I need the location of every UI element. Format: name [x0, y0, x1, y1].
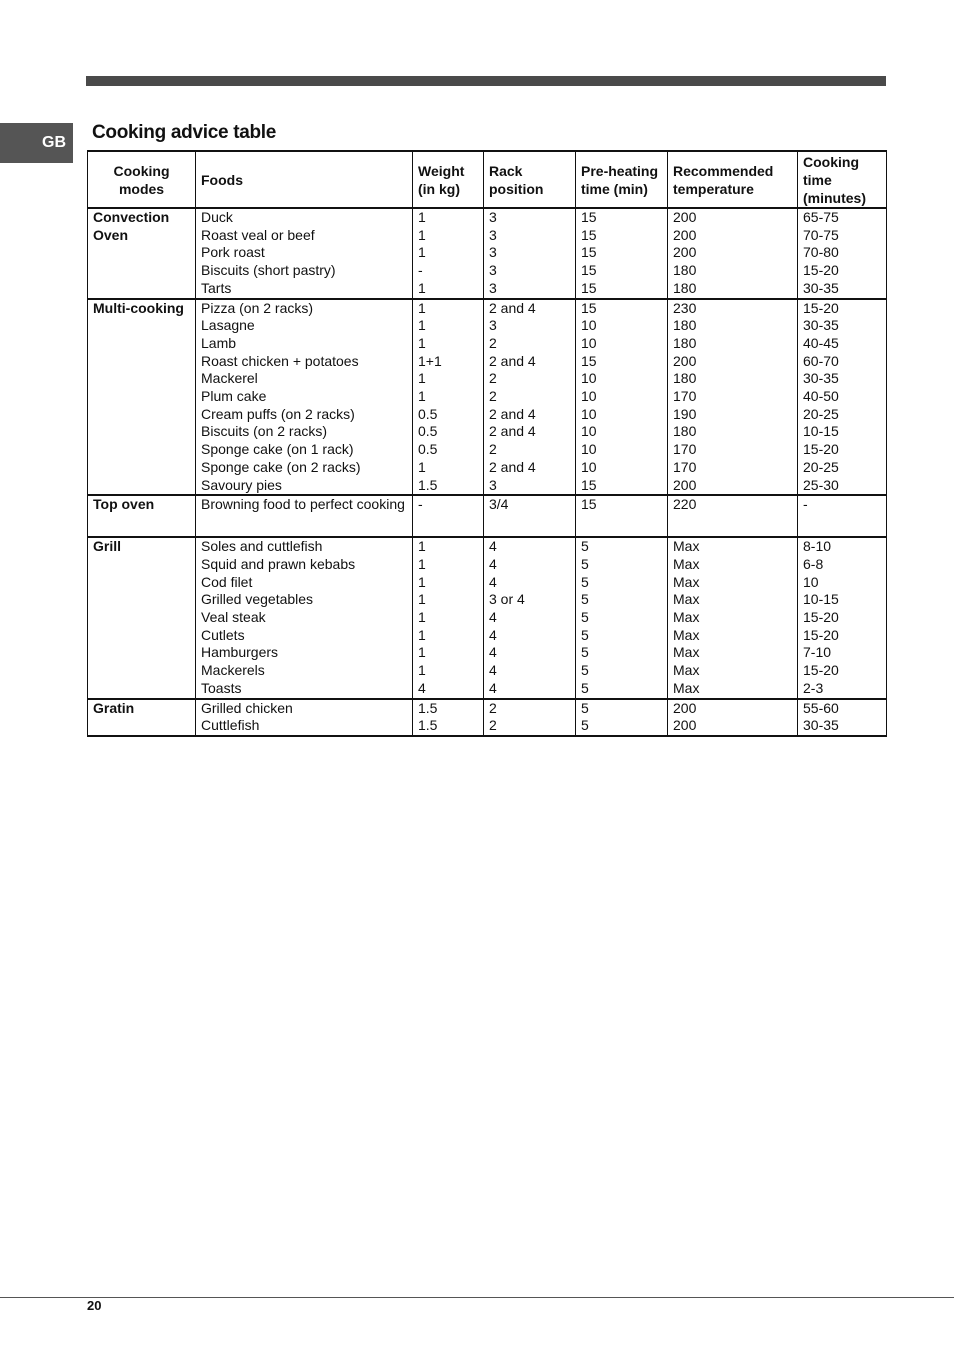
weight-cell	[413, 299, 484, 496]
cell-line: 1	[418, 591, 426, 608]
temperature-cell	[668, 537, 798, 698]
cell-line: 15-20	[803, 626, 839, 643]
cell-line: 2	[489, 441, 497, 458]
cell-line: 1.5	[418, 699, 438, 716]
cell-line: 10	[803, 573, 819, 590]
cell-line: Biscuits (on 2 racks)	[201, 423, 328, 440]
cell-line: -	[418, 496, 423, 513]
cell-line: 4	[489, 626, 497, 643]
cell-line: 3	[489, 209, 497, 225]
cell-line: position	[489, 180, 544, 197]
cell-line: 2 and 4	[489, 405, 536, 422]
cell-line: Recommended	[673, 162, 774, 179]
cell-line: temperature	[673, 180, 754, 197]
cell-line: 55-60	[803, 699, 839, 716]
cell-line: Max	[673, 662, 700, 679]
cell-line: Max	[673, 679, 700, 696]
cooking-advice-table	[87, 150, 887, 737]
cell-line: Duck	[201, 209, 233, 225]
cell-line: 5	[581, 644, 589, 661]
cell-line: 1	[418, 317, 426, 334]
rack-cell	[484, 299, 576, 496]
cell-line: Cutlets	[201, 626, 245, 643]
cell-line: 3	[489, 262, 497, 279]
cell-line: 180	[673, 370, 697, 387]
cell-line: 200	[673, 352, 697, 369]
cell-line: 5	[581, 609, 589, 626]
cell-line: 2 and 4	[489, 352, 536, 369]
cell-line: 4	[489, 679, 497, 696]
cell-line: 70-75	[803, 226, 839, 243]
table-header-row	[88, 151, 887, 208]
cell-line: 2 and 4	[489, 299, 536, 316]
cell-line: 3 or 4	[489, 591, 525, 608]
group-grill	[88, 537, 887, 698]
cell-line: 3	[489, 226, 497, 243]
cell-line: 15	[581, 209, 597, 225]
cooking-mode	[88, 299, 196, 496]
cell-line: 5	[581, 591, 589, 608]
cell-line: Cream puffs (on 2 racks)	[201, 405, 355, 422]
table-row	[88, 699, 887, 736]
cell-line: 20-25	[803, 405, 839, 422]
cell-line: Max	[673, 626, 700, 643]
cell-line: 2	[489, 699, 497, 716]
cell-line: 1	[418, 244, 426, 261]
cell-line: Grill	[93, 538, 122, 555]
cell-line: 1	[418, 538, 426, 555]
cell-line: 170	[673, 441, 697, 458]
temperature-cell	[668, 299, 798, 496]
cell-line: 15	[581, 299, 597, 316]
foods-cell	[196, 495, 413, 537]
cell-line: 15-20	[803, 299, 839, 316]
cell-line: 10	[581, 370, 597, 387]
cell-line: 3	[489, 476, 497, 493]
cell-line: 60-70	[803, 352, 839, 369]
group-multi-cooking	[88, 299, 887, 496]
cell-line: 2-3	[803, 679, 824, 696]
cell-line: Cod filet	[201, 573, 253, 590]
cell-line: Sponge cake (on 1 rack)	[201, 441, 354, 458]
cell-line: 10	[581, 334, 597, 351]
cell-line: 5	[581, 573, 589, 590]
cell-line: 20-25	[803, 458, 839, 475]
table-row	[88, 299, 887, 496]
cell-line: Browning food to perfect cooking	[201, 496, 405, 513]
cell-line: Mackerel	[201, 370, 258, 387]
cell-line: 1	[418, 334, 426, 351]
cell-line: 15	[581, 262, 597, 279]
cell-line: 4	[489, 644, 497, 661]
cell-line: Max	[673, 573, 700, 590]
cell-line: Plum cake	[201, 388, 267, 405]
group-convection-oven	[88, 208, 887, 299]
cell-line: 180	[673, 334, 697, 351]
cell-line: 4	[489, 538, 497, 555]
temperature-cell	[668, 208, 798, 299]
cell-line: 15	[581, 244, 597, 261]
cell-line: time (min)	[581, 180, 648, 197]
weight-cell	[413, 208, 484, 299]
cell-line: time	[803, 171, 832, 188]
cell-line: 200	[673, 699, 697, 716]
cell-line: 4	[489, 609, 497, 626]
cell-line: 2 and 4	[489, 423, 536, 440]
cell-line: 5	[581, 626, 589, 643]
cell-line: Biscuits (short pastry)	[201, 262, 336, 279]
group-top-oven	[88, 495, 887, 537]
cell-line: -	[418, 262, 423, 279]
page-title: Cooking advice table	[92, 122, 277, 143]
cell-line: 200	[673, 476, 697, 493]
cell-line: 0.5	[418, 423, 438, 440]
cell-line: Max	[673, 609, 700, 626]
cell-line: 10-15	[803, 423, 839, 440]
temperature-cell	[668, 699, 798, 736]
cell-line: Lasagne	[201, 317, 255, 334]
preheat-cell	[576, 208, 668, 299]
preheat-cell	[576, 537, 668, 698]
cell-line: Mackerels	[201, 662, 265, 679]
cell-line: 65-75	[803, 209, 839, 225]
cell-line: Cuttlefish	[201, 717, 260, 734]
rack-cell	[484, 208, 576, 299]
foods-cell	[196, 299, 413, 496]
page-number: 20	[87, 1298, 102, 1313]
cell-line: 1	[418, 226, 426, 243]
cell-line: Cooking	[113, 162, 170, 179]
cooking-time-cell	[798, 495, 887, 537]
cell-line: 30-35	[803, 279, 839, 296]
preheat-cell	[576, 495, 668, 537]
cell-line: 1	[418, 662, 426, 679]
cell-line: 70-80	[803, 244, 839, 261]
weight-cell	[413, 537, 484, 698]
cell-line: 200	[673, 209, 697, 225]
cell-line: 6-8	[803, 555, 824, 572]
cell-line: 180	[673, 317, 697, 334]
cell-line: 10	[581, 441, 597, 458]
cell-line: 2	[489, 370, 497, 387]
cell-line: 2	[489, 388, 497, 405]
cell-line: 1	[418, 555, 426, 572]
rack-cell	[484, 537, 576, 698]
header-preheating-time	[576, 151, 668, 208]
cell-line: 2 and 4	[489, 458, 536, 475]
cell-line: 25-30	[803, 476, 839, 493]
cell-line: Pre-heating	[581, 162, 659, 179]
cell-line: 5	[581, 555, 589, 572]
cell-line: Pizza (on 2 racks)	[201, 299, 314, 316]
weight-cell	[413, 699, 484, 736]
cell-line: Pork roast	[201, 244, 265, 261]
table-row	[88, 495, 887, 537]
cell-line: 1.5	[418, 476, 438, 493]
cooking-mode	[88, 495, 196, 537]
cell-line: Hamburgers	[201, 644, 279, 661]
cooking-mode	[88, 699, 196, 736]
cell-line: 15-20	[803, 609, 839, 626]
header-rack-position	[484, 151, 576, 208]
cell-line: 0.5	[418, 441, 438, 458]
header-cooking-modes	[88, 151, 196, 208]
cell-line: Roast veal or beef	[201, 226, 315, 243]
cell-line: (in kg)	[418, 180, 460, 197]
cell-line: 170	[673, 388, 697, 405]
preheat-cell	[576, 699, 668, 736]
cell-line: Weight	[418, 162, 465, 179]
language-tab: GB	[0, 123, 73, 163]
cell-line: Grilled vegetables	[201, 591, 314, 608]
cell-line: 4	[489, 662, 497, 679]
cell-line: 40-50	[803, 388, 839, 405]
cell-line: 1.5	[418, 717, 438, 734]
cell-line: 1	[418, 370, 426, 387]
cell-line: 10	[581, 317, 597, 334]
cell-line: 5	[581, 662, 589, 679]
cell-line: 230	[673, 299, 697, 316]
cell-line: Lamb	[201, 334, 237, 351]
cell-line: Top oven	[93, 496, 155, 513]
cell-line: 3	[489, 317, 497, 334]
cell-line: 1	[418, 458, 426, 475]
cell-line: (minutes)	[803, 189, 866, 206]
cell-line: 15	[581, 496, 597, 513]
cell-line: 1	[418, 573, 426, 590]
cell-line: Convection	[93, 209, 170, 225]
cooking-mode	[88, 537, 196, 698]
cell-line: 10	[581, 458, 597, 475]
cell-line: 1	[418, 609, 426, 626]
cell-line: 10-15	[803, 591, 839, 608]
cell-line: 10	[581, 423, 597, 440]
rack-cell	[484, 699, 576, 736]
cell-line: 180	[673, 279, 697, 296]
footer-rule	[0, 1297, 954, 1298]
cooking-time-cell	[798, 208, 887, 299]
cell-line: 15-20	[803, 662, 839, 679]
group-gratin	[88, 699, 887, 736]
cell-line: Roast chicken + potatoes	[201, 352, 359, 369]
cell-line: Toasts	[201, 679, 242, 696]
cooking-time-cell	[798, 699, 887, 736]
cell-line: 3/4	[489, 496, 509, 513]
cooking-mode	[88, 208, 196, 299]
cell-line: 200	[673, 717, 697, 734]
cell-line: 170	[673, 458, 697, 475]
cell-line: 10	[581, 405, 597, 422]
cell-line: Squid and prawn kebabs	[201, 555, 356, 572]
cell-line: Veal steak	[201, 609, 266, 626]
cell-line: 220	[673, 496, 697, 513]
foods-cell	[196, 208, 413, 299]
cell-line: Multi-cooking	[93, 299, 184, 316]
cell-line: 8-10	[803, 538, 832, 555]
foods-cell	[196, 699, 413, 736]
cell-line: 4	[418, 679, 426, 696]
cell-line: 15	[581, 352, 597, 369]
header-recommended-temperature	[668, 151, 798, 208]
weight-cell	[413, 495, 484, 537]
cell-line: 1	[418, 299, 426, 316]
preheat-cell	[576, 299, 668, 496]
cooking-time-cell	[798, 299, 887, 496]
rack-cell	[484, 495, 576, 537]
cell-line: 5	[581, 717, 589, 734]
cell-line: Foods	[201, 171, 243, 188]
cell-line: 15	[581, 279, 597, 296]
cell-line: 7-10	[803, 644, 832, 661]
cell-line: 15	[581, 226, 597, 243]
temperature-cell	[668, 495, 798, 537]
cell-line: Tarts	[201, 279, 232, 296]
cell-line: 1	[418, 279, 426, 296]
cell-line: 180	[673, 262, 697, 279]
cell-line: 3	[489, 244, 497, 261]
cell-line: 30-35	[803, 717, 839, 734]
header-weight	[413, 151, 484, 208]
cell-line: -	[803, 496, 808, 513]
cell-line: Soles and cuttlefish	[201, 538, 323, 555]
cell-line: Cooking	[803, 153, 859, 170]
header-rule	[86, 76, 886, 86]
cell-line: Max	[673, 555, 700, 572]
cell-line: Max	[673, 538, 700, 555]
cell-line: 190	[673, 405, 697, 422]
cell-line: Max	[673, 591, 700, 608]
cell-line: 200	[673, 244, 697, 261]
cell-line: 2	[489, 334, 497, 351]
cell-line: 1	[418, 209, 426, 225]
header-cooking-time	[798, 151, 887, 208]
cell-line: 15-20	[803, 262, 839, 279]
cooking-time-cell	[798, 537, 887, 698]
cell-line: 1	[418, 388, 426, 405]
header-foods	[196, 151, 413, 208]
cell-line: 30-35	[803, 317, 839, 334]
cell-line: Grilled chicken	[201, 699, 293, 716]
cell-line: 15-20	[803, 441, 839, 458]
cell-line: 10	[581, 388, 597, 405]
table-row	[88, 208, 887, 299]
cell-line: 180	[673, 423, 697, 440]
cell-line: modes	[118, 180, 165, 197]
cell-line: 30-35	[803, 370, 839, 387]
cell-line: Sponge cake (on 2 racks)	[201, 458, 361, 475]
cell-line: Gratin	[93, 699, 135, 716]
cell-line: 4	[489, 573, 497, 590]
cell-line: 5	[581, 699, 589, 716]
foods-cell	[196, 537, 413, 698]
cell-line: 0.5	[418, 405, 438, 422]
cell-line: Max	[673, 644, 700, 661]
cell-line: 5	[581, 538, 589, 555]
cell-line: 5	[581, 679, 589, 696]
cell-line: Savoury pies	[201, 476, 282, 493]
cell-line: 1	[418, 644, 426, 661]
cell-line: 200	[673, 226, 697, 243]
cell-line: Rack	[489, 162, 523, 179]
cell-line: 3	[489, 279, 497, 296]
cell-line: 1+1	[418, 352, 442, 369]
cell-line: 40-45	[803, 334, 839, 351]
cell-line: 4	[489, 555, 497, 572]
table-row	[88, 537, 887, 698]
cell-line: 15	[581, 476, 597, 493]
cell-line: 1	[418, 626, 426, 643]
cell-line: 2	[489, 717, 497, 734]
cell-line: Oven	[93, 226, 129, 243]
